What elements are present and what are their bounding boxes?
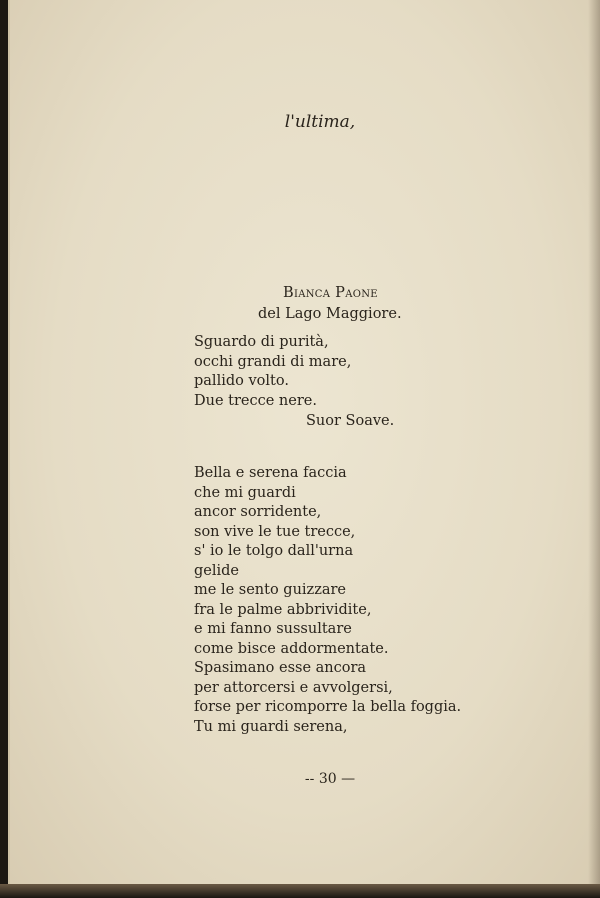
poem-stanza: [194, 464, 514, 737]
poem-line: ancor sorridente,: [194, 504, 322, 520]
poem-line: fra le palme abbrividite,: [194, 601, 372, 618]
poem-line: Bella e serena faccia: [194, 465, 347, 481]
author-name: Bianca Paone: [283, 285, 378, 301]
epigraph-line: Sguardo di purità,: [194, 334, 329, 350]
poem-line: per attorcersi e avvolgersi,: [194, 679, 393, 696]
epigraph-line: occhi grandi di mare,: [194, 353, 352, 370]
poem-line: me le sento guizzare: [194, 582, 346, 598]
poem-line: gelide: [194, 562, 240, 579]
poem-line: forse per ricomporre la bella foggia.: [194, 699, 462, 715]
poem-line: come bisce addormentate.: [194, 640, 389, 657]
poem-line: e mi fanno sussultare: [194, 621, 352, 637]
page-bottom-edge: [0, 884, 600, 898]
epigraph-signature: Suor Soave.: [306, 413, 395, 429]
poem-line: Tu mi guardi serena,: [194, 718, 348, 735]
poem-line: Spasimano esse ancora: [194, 660, 367, 676]
epigraph-line: Due trecce nere.: [194, 392, 317, 409]
page-number: -- 30 —: [304, 771, 356, 787]
epigraph: [194, 333, 514, 432]
epigraph-line: pallido volto.: [194, 373, 289, 389]
running-title: l'ultima,: [284, 112, 356, 132]
author-place: del Lago Maggiore.: [258, 305, 402, 322]
poem-line: son vive le tue trecce,: [194, 523, 356, 540]
byline: [258, 284, 443, 324]
poem-line: che mi guardi: [194, 484, 296, 501]
poem-line: s' io le tolgo dall'urna: [194, 543, 354, 559]
page-paper: [8, 0, 600, 884]
